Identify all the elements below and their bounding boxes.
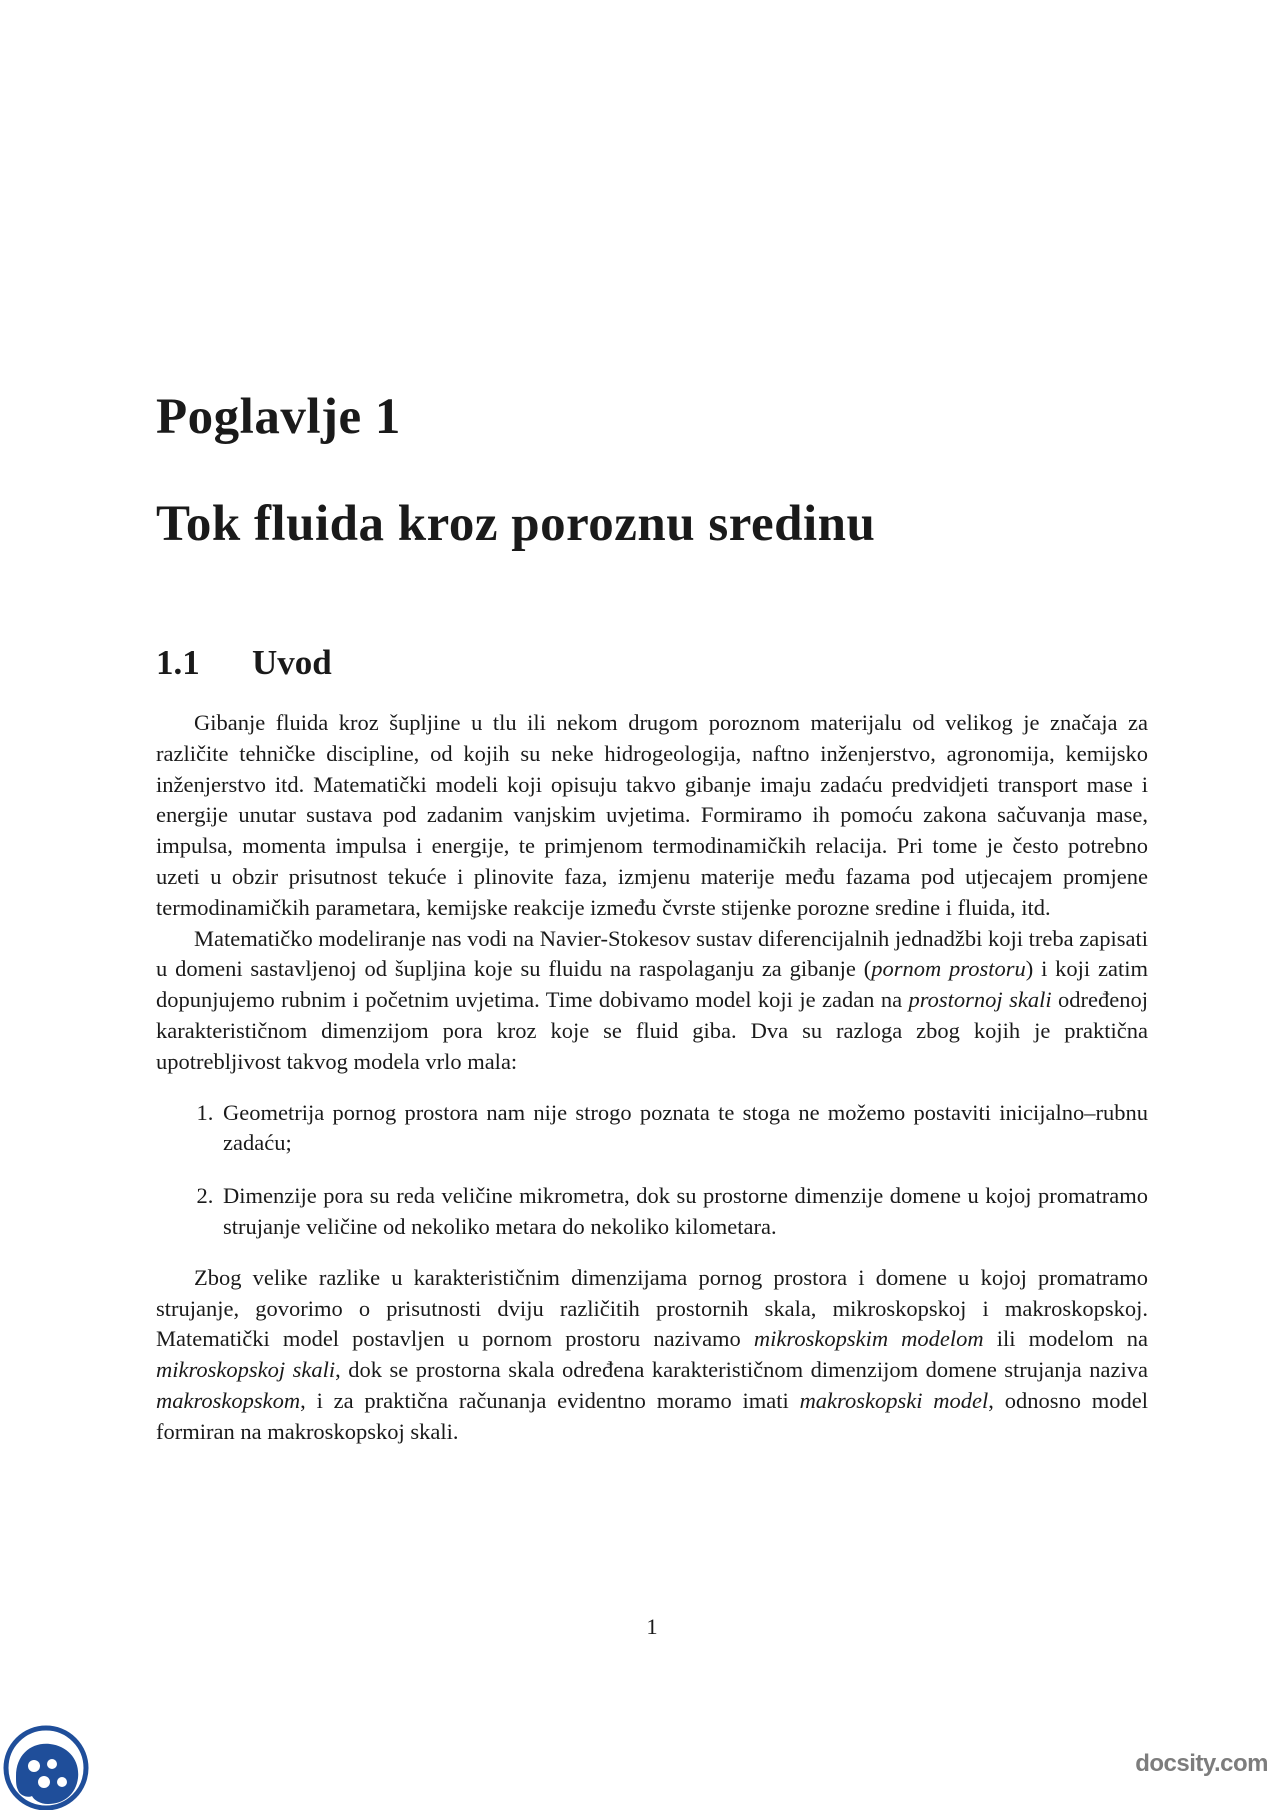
list-item: 2. Dimenzije pora su reda veličine mikrometra, dok su prostorne dimenzije domene u kojoj promatramo strujanje veličine od nekoliko metara do nekoliko kilometara. xyxy=(219,1181,1148,1243)
reasons-list xyxy=(156,1098,1148,1243)
docsity-logo-icon[interactable] xyxy=(2,1724,92,1810)
term-porni-prostor: pornom prostoru xyxy=(871,956,1026,982)
section-number: 1.1 xyxy=(156,643,200,682)
term-prostorna-skala: prostornoj skali xyxy=(908,987,1052,1013)
term-makroskopski-model: makroskopski model xyxy=(799,1387,989,1413)
page-number: 1 xyxy=(646,1614,658,1639)
paragraph-3: Zbog velike razlike u karakterističnim dimenzijama pornog prostora i domene u kojoj promatramo strujanje, govorimo o prisutnosti dviju različitih prostornih skala, mikroskopskoj i makroskopskoj. Matematički model postavljen u pornom prostoru nazivamo mikroskopskim modelom ili modelom na mikroskopskoj skali, dok se prostorna skala određena karakterističnom dimenzijom domene strujanja naziva makroskopskom, i za praktična računanja evidentno moramo imati makroskopski model, odnosno model formiran na makroskopskoj skali. xyxy=(156,1264,1149,1444)
list-item: 1. Geometrija pornog prostora nam nije strogo poznata te stoga ne možemo postaviti inicijalno–rubnu zadaću; xyxy=(219,1098,1148,1160)
section-heading xyxy=(156,643,332,683)
section-title: Uvod xyxy=(252,643,332,682)
chapter-label: Poglavlje 1 xyxy=(156,389,401,445)
docsity-watermark[interactable]: docsity.com xyxy=(1135,1750,1268,1777)
body-text xyxy=(156,708,1148,1448)
term-mikroskopski-model: mikroskopskim modelom xyxy=(753,1326,984,1352)
term-mikroskopska-skala: mikroskopskoj skali xyxy=(156,1357,336,1383)
paragraph-2: Matematičko modeliranje nas vodi na Navier-Stokesov sustav diferencijalnih jednadžbi koji treba zapisati u domeni sastavljenoj od šupljina koje su fluidu na raspolaganju za gibanje (pornom prostoru) i koji zatim dopunjujemo rubnim i početnim uvjetima. Time dobivamo model koji je zadan na prostornoj skali određenoj karakterističnom dimenzijom pora kroz koje se fluid giba. Dva su razloga zbog kojih je praktična upotrebljivost takvog modela vrlo mala: xyxy=(156,925,1148,1074)
paragraph-1: Gibanje fluida kroz šupljine u tlu ili nekom drugom poroznom materijalu od velikog je značaja za različite tehničke discipline, od kojih su neke hidrogeologija, naftno inženjerstvo, agronomija, kemijsko inženjerstvo itd. Matematički modeli koji opisuju takvo gibanje imaju zadaću predvidjeti transport mase i energije unutar sustava pod zadanim vanjskim uvjetima. Formiramo ih pomoću zakona sačuvanja mase, impulsa, momenta impulsa i energije, te primjenom termodinamičkih relacija. Pri tome je često potrebno uzeti u obzir prisutnost tekuće i plinovite faza, izmjenu materije među fazama pod utjecajem promjene termodinamičkih parametara, kemijske reakcije između čvrste stijenke porozne sredine i fluida, itd. xyxy=(156,710,1148,920)
chapter-title: Tok fluida kroz poroznu sredinu xyxy=(156,496,876,552)
term-makroskopska: makroskopskom xyxy=(156,1387,301,1413)
